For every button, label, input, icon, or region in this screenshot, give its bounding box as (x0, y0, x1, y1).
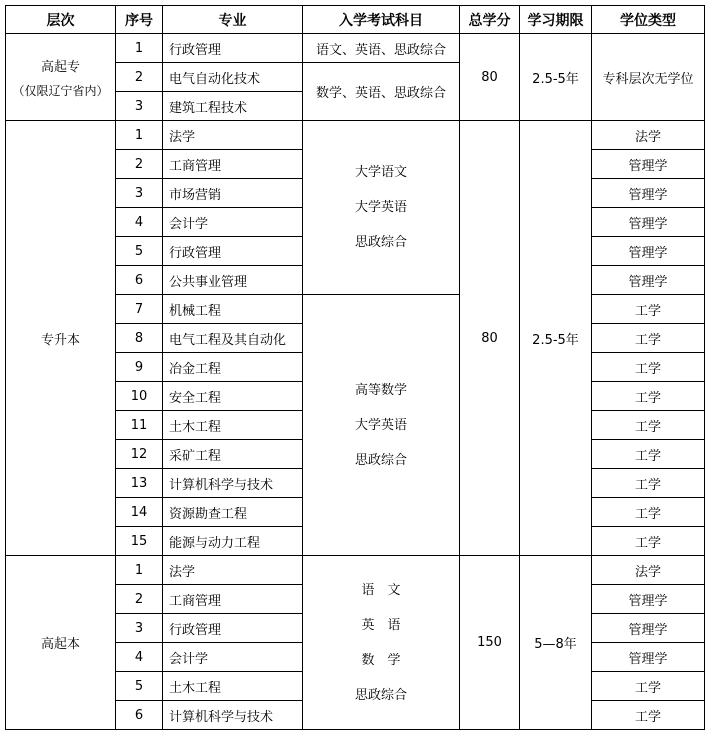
row-degree: 工学 (592, 672, 705, 701)
row-degree: 管理学 (592, 208, 705, 237)
credits-cell: 150 (460, 556, 520, 730)
row-subjects: 语文、英语、思政综合 (303, 34, 460, 63)
header-credits: 总学分 (460, 6, 520, 34)
subject-item: 思政综合 (354, 452, 407, 468)
row-no: 2 (116, 585, 163, 614)
row-no: 8 (116, 324, 163, 353)
row-degree: 管理学 (592, 643, 705, 672)
row-degree: 工学 (592, 295, 705, 324)
row-no: 2 (116, 63, 163, 92)
row-major: 工商管理 (163, 150, 303, 179)
row-no: 3 (116, 614, 163, 643)
header-subjects: 入学考试科目 (303, 6, 460, 34)
row-no: 15 (116, 527, 163, 556)
subject-item: 英 语 (361, 617, 401, 633)
row-no: 1 (116, 34, 163, 63)
row-major: 能源与动力工程 (163, 527, 303, 556)
row-major: 土木工程 (163, 672, 303, 701)
row-degree: 工学 (592, 469, 705, 498)
row-no: 4 (116, 643, 163, 672)
level-cell-zsb: 专升本 (6, 121, 116, 556)
row-no: 4 (116, 208, 163, 237)
row-degree: 法学 (592, 556, 705, 585)
degree-cell: 专科层次无学位 (592, 34, 705, 121)
subject-item: 大学英语 (354, 200, 407, 215)
row-no: 1 (116, 556, 163, 585)
row-degree: 管理学 (592, 150, 705, 179)
row-major: 法学 (163, 121, 303, 150)
row-no: 12 (116, 440, 163, 469)
row-no: 6 (116, 266, 163, 295)
table-row (6, 121, 705, 150)
row-major: 土木工程 (163, 411, 303, 440)
row-major: 资源勘查工程 (163, 498, 303, 527)
credits-cell: 80 (460, 121, 520, 556)
level-name: 高起专 (40, 59, 80, 75)
row-major: 法学 (163, 556, 303, 585)
subject-item: 数 学 (361, 652, 401, 668)
row-major: 电气自动化技术 (163, 63, 303, 92)
level-cell-gqb: 高起本 (6, 556, 116, 730)
row-major: 安全工程 (163, 382, 303, 411)
row-major: 冶金工程 (163, 353, 303, 382)
subject-item: 大学语文 (354, 165, 407, 180)
row-major: 工商管理 (163, 585, 303, 614)
subjects-group-b (303, 295, 460, 556)
row-degree: 工学 (592, 411, 705, 440)
row-degree: 工学 (592, 382, 705, 411)
row-degree: 工学 (592, 527, 705, 556)
subject-item: 思政综合 (354, 235, 407, 250)
row-no: 7 (116, 295, 163, 324)
row-major: 市场营销 (163, 179, 303, 208)
subject-item: 大学英语 (354, 417, 407, 433)
row-major: 建筑工程技术 (163, 92, 303, 121)
row-major: 行政管理 (163, 614, 303, 643)
row-no: 10 (116, 382, 163, 411)
row-no: 5 (116, 672, 163, 701)
subject-item: 语 文 (361, 582, 401, 598)
row-major: 计算机科学与技术 (163, 469, 303, 498)
program-table (5, 5, 705, 730)
row-major: 公共事业管理 (163, 266, 303, 295)
row-no: 9 (116, 353, 163, 382)
credits-cell: 80 (460, 34, 520, 121)
row-major: 采矿工程 (163, 440, 303, 469)
table-row (6, 34, 705, 63)
row-major: 行政管理 (163, 34, 303, 63)
header-no: 序号 (116, 6, 163, 34)
row-degree: 管理学 (592, 614, 705, 643)
row-major: 行政管理 (163, 237, 303, 266)
subject-item: 高等数学 (354, 382, 407, 398)
row-major: 会计学 (163, 643, 303, 672)
header-row (6, 6, 705, 34)
row-no: 3 (116, 92, 163, 121)
subjects-group-a (303, 121, 460, 295)
header-period: 学习期限 (520, 6, 592, 34)
row-degree: 工学 (592, 353, 705, 382)
period-cell: 5—8年 (520, 556, 592, 730)
row-no: 5 (116, 237, 163, 266)
row-no: 13 (116, 469, 163, 498)
period-cell: 2.5-5年 (520, 34, 592, 121)
row-major: 计算机科学与技术 (163, 701, 303, 730)
row-degree: 管理学 (592, 237, 705, 266)
row-major: 机械工程 (163, 295, 303, 324)
row-degree: 管理学 (592, 179, 705, 208)
row-no: 14 (116, 498, 163, 527)
header-major: 专业 (163, 6, 303, 34)
row-degree: 管理学 (592, 266, 705, 295)
level-cell-gqz (6, 34, 116, 121)
row-major: 电气工程及其自动化 (163, 324, 303, 353)
row-degree: 工学 (592, 440, 705, 469)
header-level: 层次 (6, 6, 116, 34)
row-degree: 工学 (592, 498, 705, 527)
row-degree: 管理学 (592, 585, 705, 614)
row-no: 11 (116, 411, 163, 440)
subjects-group-c (303, 556, 460, 730)
subject-item: 思政综合 (354, 687, 407, 703)
row-degree: 法学 (592, 121, 705, 150)
row-subjects: 数学、英语、思政综合 (303, 63, 460, 121)
table-row (6, 556, 705, 585)
row-no: 2 (116, 150, 163, 179)
row-no: 6 (116, 701, 163, 730)
row-major: 会计学 (163, 208, 303, 237)
level-note: （仅限辽宁省内） (12, 83, 109, 98)
row-degree: 工学 (592, 324, 705, 353)
header-degree: 学位类型 (592, 6, 705, 34)
row-no: 1 (116, 121, 163, 150)
period-cell: 2.5-5年 (520, 121, 592, 556)
row-no: 3 (116, 179, 163, 208)
row-degree: 工学 (592, 701, 705, 730)
